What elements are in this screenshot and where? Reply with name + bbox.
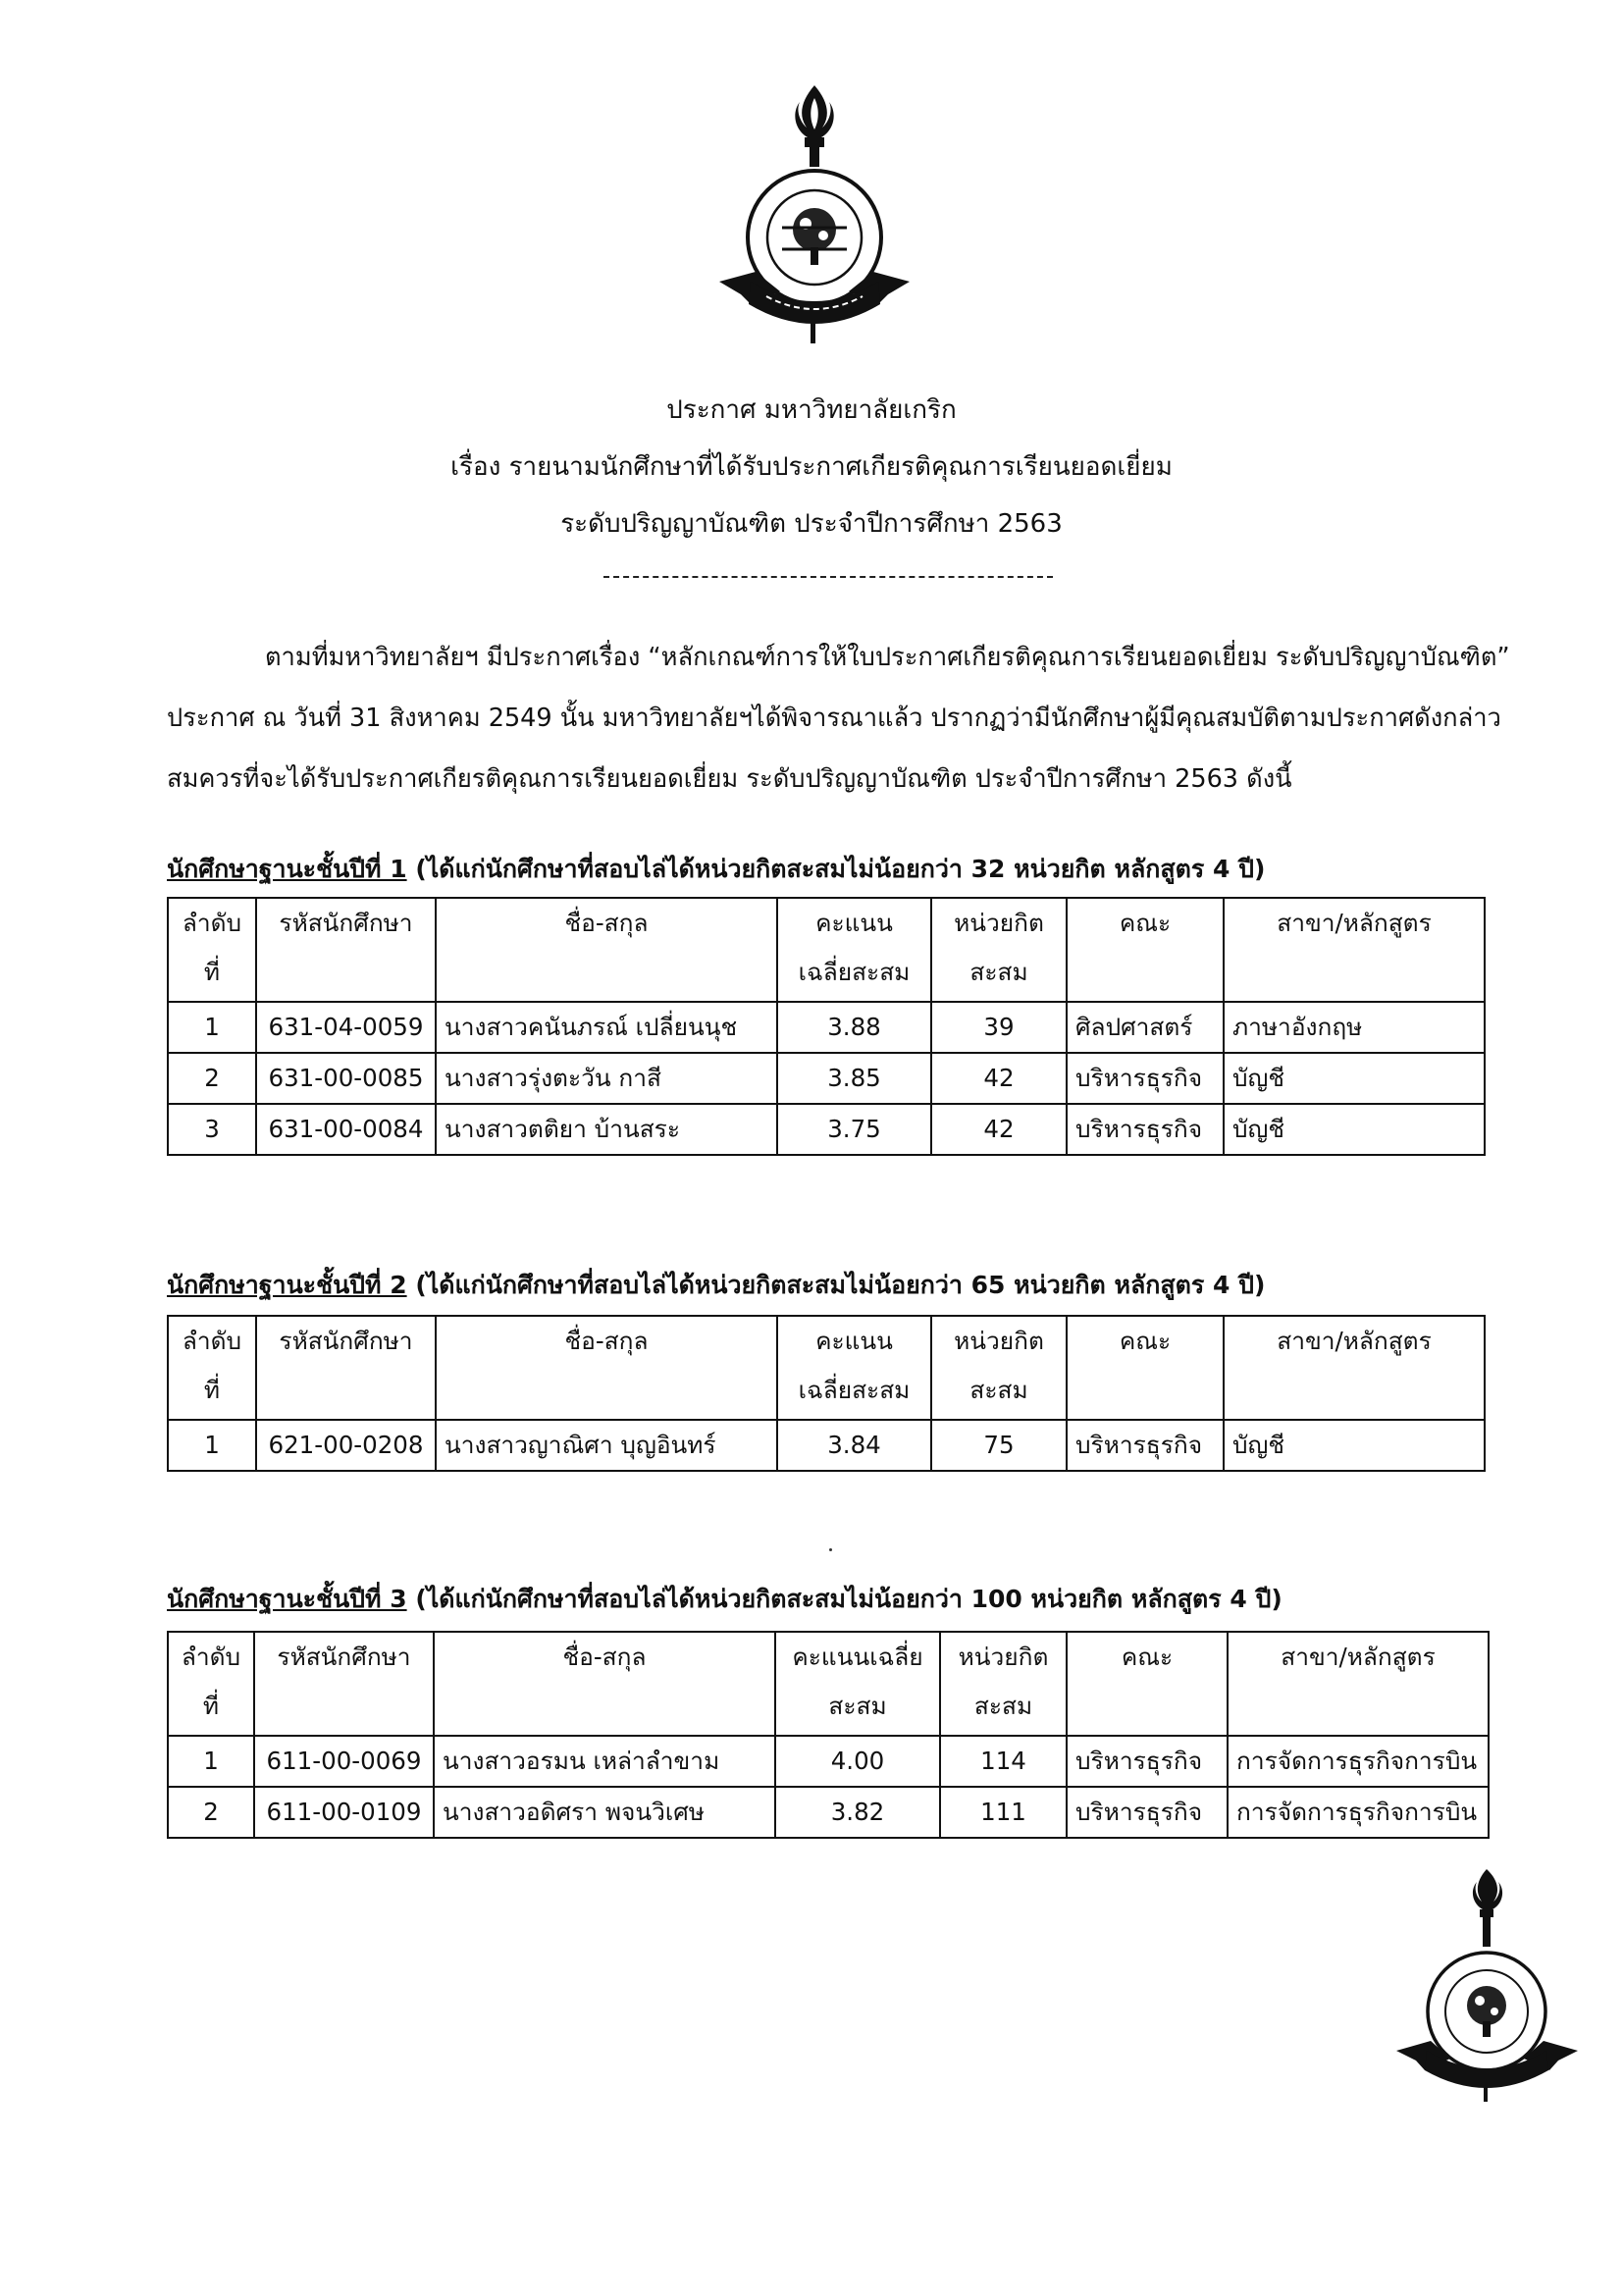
section-2-criteria: (ได้แก่นักศึกษาที่สอบไล่ได้หน่วยกิตสะสมไม่น้อยกว่า 65 หน่วยกิต หลักสูตร 4 ปี) xyxy=(406,1271,1266,1299)
section-1-criteria: (ได้แก่นักศึกษาที่สอบไล่ได้หน่วยกิตสะสมไม่น้อยกว่า 32 หน่วยกิต หลักสูตร 4 ปี) xyxy=(406,855,1266,883)
intro-line-3: สมควรที่จะได้รับประกาศเกียรติคุณการเรียนยอดเยี่ยม ระดับปริญญาบัณฑิต ประจำปีการศึกษา 2563 ดังนี้ xyxy=(167,764,1292,794)
university-seal-stamp xyxy=(1391,1864,1583,2105)
table-row xyxy=(168,1736,1489,1787)
col-header-credits: หน่วยกิต สะสม xyxy=(940,1632,1067,1736)
cell-no: 2 xyxy=(168,1053,256,1104)
table-row xyxy=(168,1053,1485,1104)
col-header-gpa: คะแนน เฉลี่ยสะสม xyxy=(777,1316,931,1420)
cell-gpa: 3.82 xyxy=(775,1787,940,1838)
section-3-table xyxy=(167,1631,1490,1839)
cell-credits: 42 xyxy=(931,1053,1067,1104)
intro-line-1: ตามที่มหาวิทยาลัยฯ มีประกาศเรื่อง “หลักเกณฑ์การให้ใบประกาศเกียรติคุณการเรียนยอดเยี่ยม ระดับปริญญาบัณฑิต” xyxy=(265,643,1510,672)
cell-gpa: 3.84 xyxy=(777,1420,931,1471)
cell-gpa: 3.75 xyxy=(777,1104,931,1155)
cell-id: 631-04-0059 xyxy=(256,1002,436,1053)
section-2-table xyxy=(167,1315,1486,1472)
table-row xyxy=(168,1002,1485,1053)
cell-gpa: 3.88 xyxy=(777,1002,931,1053)
col-header-credits: หน่วยกิต สะสม xyxy=(931,898,1067,1002)
cell-id: 621-00-0208 xyxy=(256,1420,436,1471)
col-header-no: ลำดับ ที่ xyxy=(168,1316,256,1420)
col-header-gpa: คะแนน เฉลี่ยสะสม xyxy=(777,898,931,1002)
announcement-level-year: ระดับปริญญาบัณฑิต ประจำปีการศึกษา 2563 xyxy=(560,509,1063,539)
cell-faculty: บริหารธุรกิจ xyxy=(1067,1787,1228,1838)
col-header-major: สาขา/หลักสูตร xyxy=(1224,898,1485,1002)
table-header-row xyxy=(168,898,1485,1002)
cell-major: บัญชี xyxy=(1224,1104,1485,1155)
col-header-id: รหัสนักศึกษา xyxy=(254,1632,434,1736)
section-2-heading xyxy=(167,1268,1492,1303)
col-header-credits: หน่วยกิต สะสม xyxy=(931,1316,1067,1420)
announcement-subject: เรื่อง รายนามนักศึกษาที่ได้รับประกาศเกียรติคุณการเรียนยอดเยี่ยม xyxy=(450,452,1173,482)
col-header-faculty: คณะ xyxy=(1067,1316,1224,1420)
cell-id: 611-00-0069 xyxy=(254,1736,434,1787)
section-3-criteria: (ได้แก่นักศึกษาที่สอบไล่ได้หน่วยกิตสะสมไม่น้อยกว่า 100 หน่วยกิต หลักสูตร 4 ปี) xyxy=(406,1585,1283,1613)
announcement-title: ประกาศ มหาวิทยาลัยเกริก xyxy=(666,395,957,425)
col-header-faculty: คณะ xyxy=(1067,1632,1228,1736)
cell-id: 631-00-0085 xyxy=(256,1053,436,1104)
cell-faculty: บริหารธุรกิจ xyxy=(1067,1104,1224,1155)
cell-no: 1 xyxy=(168,1420,256,1471)
col-header-major: สาขา/หลักสูตร xyxy=(1224,1316,1485,1420)
cell-name: นางสาวตติยา บ้านสระ xyxy=(436,1104,777,1155)
cell-faculty: บริหารธุรกิจ xyxy=(1067,1736,1228,1787)
intro-line-2: ประกาศ ณ วันที่ 31 สิงหาคม 2549 นั้น มหาวิทยาลัยฯได้พิจารณาแล้ว ปรากฏว่ามีนักศึกษาผู้มีคุณสมบัติตามประกาศดังกล่าว xyxy=(167,704,1501,733)
cell-no: 1 xyxy=(168,1736,254,1787)
cell-no: 2 xyxy=(168,1787,254,1838)
cell-faculty: บริหารธุรกิจ xyxy=(1067,1053,1224,1104)
cell-faculty: บริหารธุรกิจ xyxy=(1067,1420,1224,1471)
table-row xyxy=(168,1787,1489,1838)
table-header-row xyxy=(168,1316,1485,1420)
col-header-faculty: คณะ xyxy=(1067,898,1224,1002)
cell-gpa: 3.85 xyxy=(777,1053,931,1104)
university-seal-logo xyxy=(711,80,917,345)
cell-name: นางสาวคนันภรณ์ เปลี่ยนนุช xyxy=(436,1002,777,1053)
table-header-row xyxy=(168,1632,1489,1736)
col-header-name: ชื่อ-สกุล xyxy=(436,1316,777,1420)
cell-name: นางสาวญาณิศา บุญอินทร์ xyxy=(436,1420,777,1471)
cell-credits: 114 xyxy=(940,1736,1067,1787)
col-header-id: รหัสนักศึกษา xyxy=(256,898,436,1002)
cell-major: บัญชี xyxy=(1224,1053,1485,1104)
cell-name: นางสาวรุ่งตะวัน กาสี xyxy=(436,1053,777,1104)
cell-credits: 39 xyxy=(931,1002,1067,1053)
cell-id: 631-00-0084 xyxy=(256,1104,436,1155)
section-1-heading xyxy=(167,852,1492,887)
cell-major: การจัดการธุรกิจการบิน xyxy=(1228,1787,1489,1838)
col-header-no: ลำดับ ที่ xyxy=(168,1632,254,1736)
section-1-title: นักศึกษาฐานะชั้นปีที่ 1 xyxy=(167,855,407,883)
cell-major: การจัดการธุรกิจการบิน xyxy=(1228,1736,1489,1787)
cell-no: 1 xyxy=(168,1002,256,1053)
col-header-name: ชื่อ-สกุล xyxy=(434,1632,775,1736)
cell-no: 3 xyxy=(168,1104,256,1155)
cell-major: บัญชี xyxy=(1224,1420,1485,1471)
col-header-no: ลำดับ ที่ xyxy=(168,898,256,1002)
table-row xyxy=(168,1104,1485,1155)
col-header-name: ชื่อ-สกุล xyxy=(436,898,777,1002)
cell-faculty: ศิลปศาสตร์ xyxy=(1067,1002,1224,1053)
col-header-gpa: คะแนนเฉลี่ย สะสม xyxy=(775,1632,940,1736)
cell-credits: 42 xyxy=(931,1104,1067,1155)
col-header-id: รหัสนักศึกษา xyxy=(256,1316,436,1420)
section-3-heading xyxy=(167,1582,1492,1617)
col-header-major: สาขา/หลักสูตร xyxy=(1228,1632,1489,1736)
cell-credits: 111 xyxy=(940,1787,1067,1838)
cell-gpa: 4.00 xyxy=(775,1736,940,1787)
cell-credits: 75 xyxy=(931,1420,1067,1471)
section-2-title: นักศึกษาฐานะชั้นปีที่ 2 xyxy=(167,1271,407,1299)
cell-name: นางสาวอรมน เหล่าลำขาม xyxy=(434,1736,775,1787)
cell-id: 611-00-0109 xyxy=(254,1787,434,1838)
section-3-title: นักศึกษาฐานะชั้นปีที่ 3 xyxy=(167,1585,407,1613)
heading-divider xyxy=(603,576,1053,578)
cell-name: นางสาวอดิศรา พจนวิเศษ xyxy=(434,1787,775,1838)
section-1-table xyxy=(167,897,1486,1156)
cell-major: ภาษาอังกฤษ xyxy=(1224,1002,1485,1053)
table-row xyxy=(168,1420,1485,1471)
stray-dot xyxy=(829,1548,832,1551)
